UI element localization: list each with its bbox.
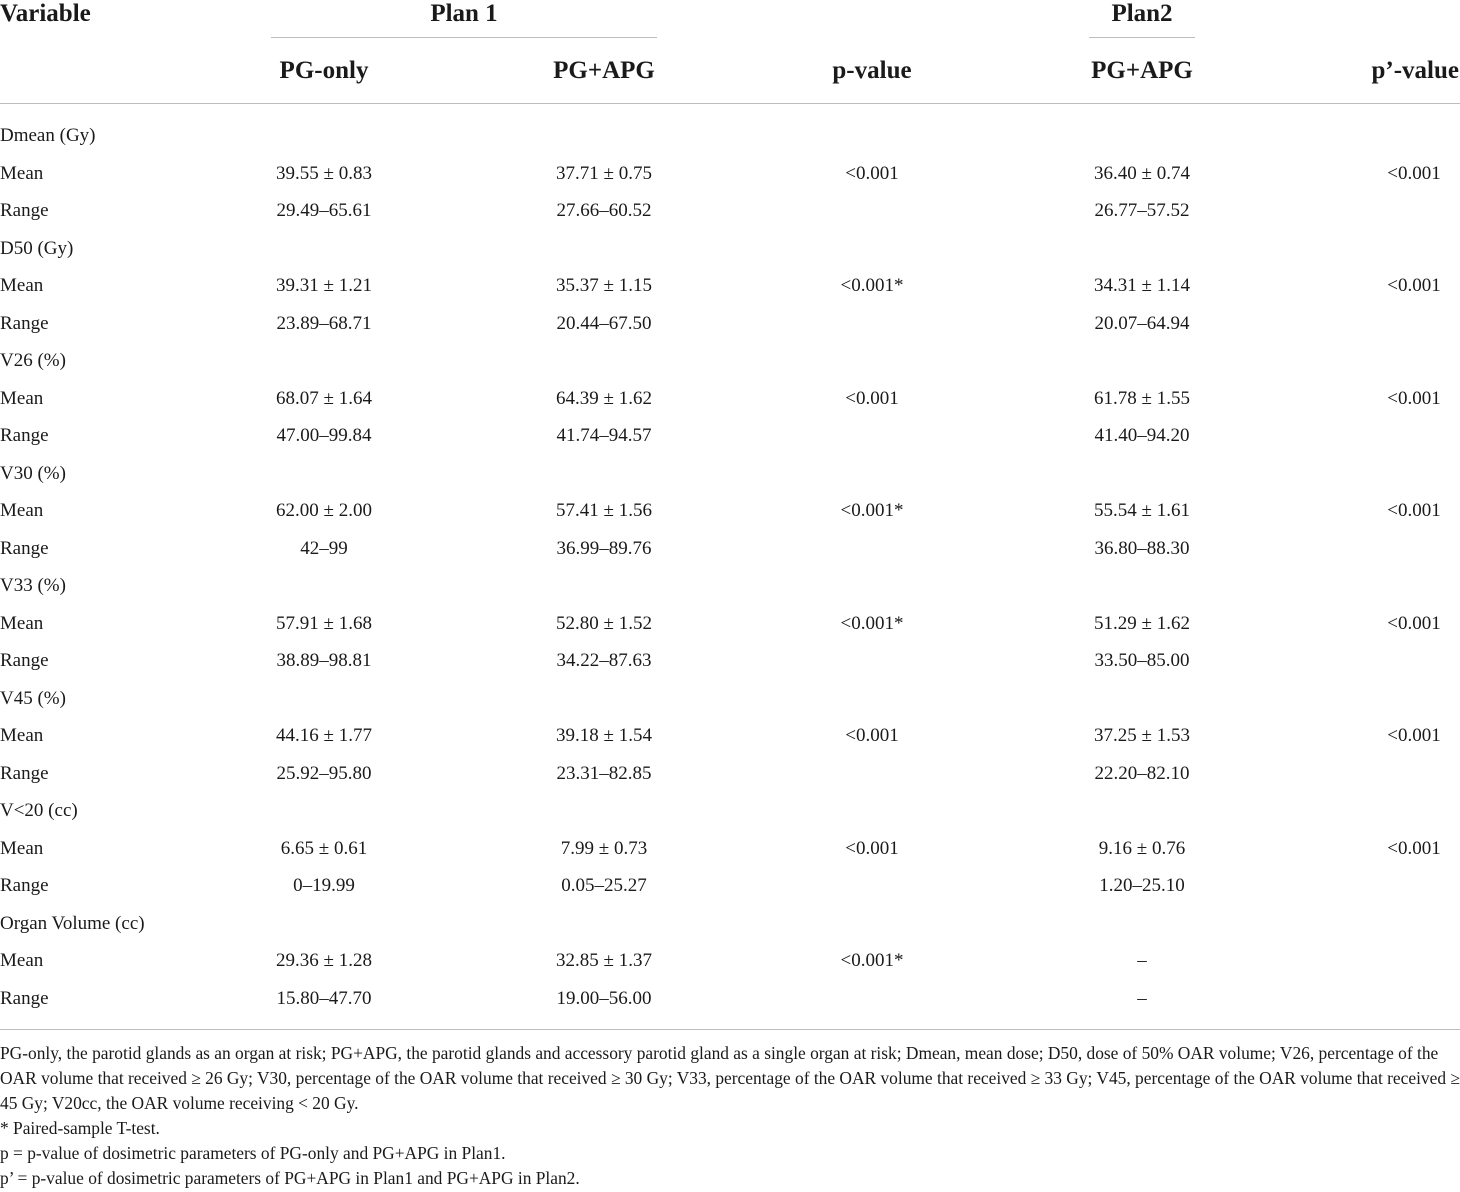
row-label-range: Range <box>0 650 49 671</box>
footnotes <box>0 1041 1460 1191</box>
section-title: Dmean (Gy) <box>0 125 96 146</box>
row-label-range: Range <box>0 762 49 784</box>
cell-p-value: <0.001* <box>840 500 904 521</box>
table-bottom-rule <box>0 1029 1460 1030</box>
cell-pg-apg-plan1: 35.37 ± 1.15 <box>556 275 652 296</box>
cell-pg-only: 68.07 ± 1.64 <box>276 387 372 409</box>
section-title: V26 (%) <box>0 350 66 371</box>
cell-pg-apg-plan2: 26.77–57.52 <box>1094 200 1190 221</box>
cell-pg-apg-plan1: 64.39 ± 1.62 <box>556 387 652 409</box>
cell-pg-apg-plan2: 1.20–25.10 <box>1099 875 1185 896</box>
section-title: Organ Volume (cc) <box>0 912 145 934</box>
cell-pg-apg-plan1: 41.74–94.57 <box>556 425 652 446</box>
row-label-range: Range <box>0 312 49 334</box>
cell-pg-apg-plan1: 36.99–89.76 <box>556 537 652 559</box>
header-variable: Variable <box>0 0 91 27</box>
cell-pg-only: 15.80–47.70 <box>276 987 372 1009</box>
cell-pg-only: 29.36 ± 1.28 <box>276 950 372 971</box>
cell-pg-apg-plan2: 36.80–88.30 <box>1094 537 1190 559</box>
header-plan1: Plan 1 <box>430 0 498 27</box>
cell-pg-only: 6.65 ± 0.61 <box>280 837 368 859</box>
row-label-range: Range <box>0 200 49 221</box>
cell-pg-apg-plan2: 55.54 ± 1.61 <box>1094 500 1190 521</box>
cell-pg-apg-plan1: 0.05–25.27 <box>561 875 647 896</box>
cell-pg-apg-plan2: 41.40–94.20 <box>1094 425 1190 446</box>
cell-pg-only: 47.00–99.84 <box>276 425 372 446</box>
row-label-mean: Mean <box>0 500 44 521</box>
cell-pg-apg-plan1: 39.18 ± 1.54 <box>556 725 652 746</box>
section-title: V<20 (cc) <box>0 800 78 821</box>
cell-pg-apg-plan2: – <box>1137 987 1147 1009</box>
section-title: V45 (%) <box>0 687 66 709</box>
cell-p-prime-value: <0.001 <box>1387 837 1441 859</box>
section-title: D50 (Gy) <box>0 237 74 259</box>
footnote-p-definition: p = p-value of dosimetric parameters of PG-only and PG+APG in Plan1. <box>0 1143 506 1163</box>
cell-p-prime-value: <0.001 <box>1387 612 1441 634</box>
cell-pg-only: 57.91 ± 1.68 <box>276 612 372 634</box>
cell-pg-apg-plan1: 37.71 ± 0.75 <box>556 162 652 184</box>
cell-pg-apg-plan2: 34.31 ± 1.14 <box>1094 275 1190 296</box>
cell-pg-apg-plan1: 7.99 ± 0.73 <box>560 837 648 859</box>
cell-pg-only: 62.00 ± 2.00 <box>276 500 372 521</box>
cell-pg-apg-plan2: 20.07–64.94 <box>1094 312 1190 334</box>
cell-pg-apg-plan1: 27.66–60.52 <box>556 200 652 221</box>
cell-pg-only: 39.31 ± 1.21 <box>276 275 372 296</box>
cell-pg-only: 39.55 ± 0.83 <box>276 162 372 184</box>
cell-pg-only: 38.89–98.81 <box>276 650 372 671</box>
cell-pg-apg-plan2: 51.29 ± 1.62 <box>1094 612 1190 634</box>
cell-pg-only: 29.49–65.61 <box>276 200 372 221</box>
row-label-mean: Mean <box>0 837 44 859</box>
footnote-abbreviations: PG-only, the parotid glands as an organ at risk; PG+APG, the parotid glands and accessory parotid gland as a single organ at risk; Dmean, mean dose; D50, dose of 50% OAR volume; V26, percentage of the OAR volume that received ≥ 26 Gy; V30, percentage of the OAR volume that received ≥ 30 Gy; V33, percentage of the OAR volume that received ≥ 33 Gy; V45, percentage of the OAR volume that received ≥ 45 Gy; V20cc, the OAR volume receiving < 20 Gy. <box>0 1043 1460 1113</box>
cell-pg-apg-plan1: 52.80 ± 1.52 <box>556 612 652 634</box>
row-label-mean: Mean <box>0 725 44 746</box>
cell-pg-apg-plan2: 33.50–85.00 <box>1094 650 1190 671</box>
cell-pg-only: 42–99 <box>300 537 348 559</box>
header-bottom-rule <box>0 103 1460 104</box>
column-header-pg-apg-plan2: PG+APG <box>1091 57 1193 84</box>
cell-pg-apg-plan2: 61.78 ± 1.55 <box>1094 387 1190 409</box>
plan2-underline <box>1089 37 1195 38</box>
cell-p-prime-value: <0.001 <box>1387 162 1441 184</box>
row-label-mean: Mean <box>0 162 44 184</box>
cell-p-prime-value: <0.001 <box>1387 275 1441 296</box>
row-label-range: Range <box>0 537 49 559</box>
column-header-p-prime-value: p’-value <box>1371 57 1459 84</box>
row-label-mean: Mean <box>0 275 44 296</box>
cell-pg-apg-plan1: 57.41 ± 1.56 <box>556 500 652 521</box>
footnote-asterisk: * Paired-sample T-test. <box>0 1118 160 1138</box>
footnote-p-prime-definition: p’ = p-value of dosimetric parameters of PG+APG in Plan1 and PG+APG in Plan2. <box>0 1168 580 1188</box>
cell-p-value: <0.001 <box>845 387 899 409</box>
row-label-mean: Mean <box>0 612 44 634</box>
cell-pg-apg-plan2: 22.20–82.10 <box>1094 762 1190 784</box>
cell-pg-only: 0–19.99 <box>293 875 355 896</box>
row-label-range: Range <box>0 875 49 896</box>
cell-p-value: <0.001 <box>845 725 899 746</box>
cell-pg-only: 23.89–68.71 <box>276 312 372 334</box>
row-label-range: Range <box>0 987 49 1009</box>
cell-pg-only: 44.16 ± 1.77 <box>276 725 372 746</box>
section-title: V33 (%) <box>0 575 66 596</box>
cell-pg-apg-plan1: 20.44–67.50 <box>556 312 652 334</box>
cell-p-value: <0.001 <box>845 162 899 184</box>
column-header-p-value: p-value <box>832 57 912 84</box>
cell-pg-apg-plan1: 34.22–87.63 <box>556 650 652 671</box>
cell-p-prime-value: <0.001 <box>1387 387 1441 409</box>
cell-pg-apg-plan1: 19.00–56.00 <box>556 987 652 1009</box>
cell-p-value: <0.001* <box>840 275 904 296</box>
cell-p-value: <0.001 <box>845 837 899 859</box>
cell-pg-apg-plan1: 23.31–82.85 <box>556 762 652 784</box>
section-title: V30 (%) <box>0 462 66 484</box>
cell-pg-apg-plan2: 36.40 ± 0.74 <box>1094 162 1190 184</box>
row-label-range: Range <box>0 425 49 446</box>
row-label-mean: Mean <box>0 387 44 409</box>
plan1-underline <box>271 37 657 38</box>
row-label-mean: Mean <box>0 950 44 971</box>
header-plan2: Plan2 <box>1111 0 1173 27</box>
cell-pg-only: 25.92–95.80 <box>276 762 372 784</box>
column-header-pg-apg-plan1: PG+APG <box>553 57 655 84</box>
cell-pg-apg-plan1: 32.85 ± 1.37 <box>556 950 652 971</box>
column-header-pg-only: PG-only <box>279 57 369 84</box>
cell-pg-apg-plan2: – <box>1137 950 1147 971</box>
cell-p-prime-value: <0.001 <box>1387 500 1441 521</box>
cell-p-value: <0.001* <box>840 612 904 634</box>
cell-pg-apg-plan2: 9.16 ± 0.76 <box>1098 837 1186 859</box>
cell-pg-apg-plan2: 37.25 ± 1.53 <box>1094 725 1190 746</box>
cell-p-value: <0.001* <box>840 950 904 971</box>
cell-p-prime-value: <0.001 <box>1387 725 1441 746</box>
